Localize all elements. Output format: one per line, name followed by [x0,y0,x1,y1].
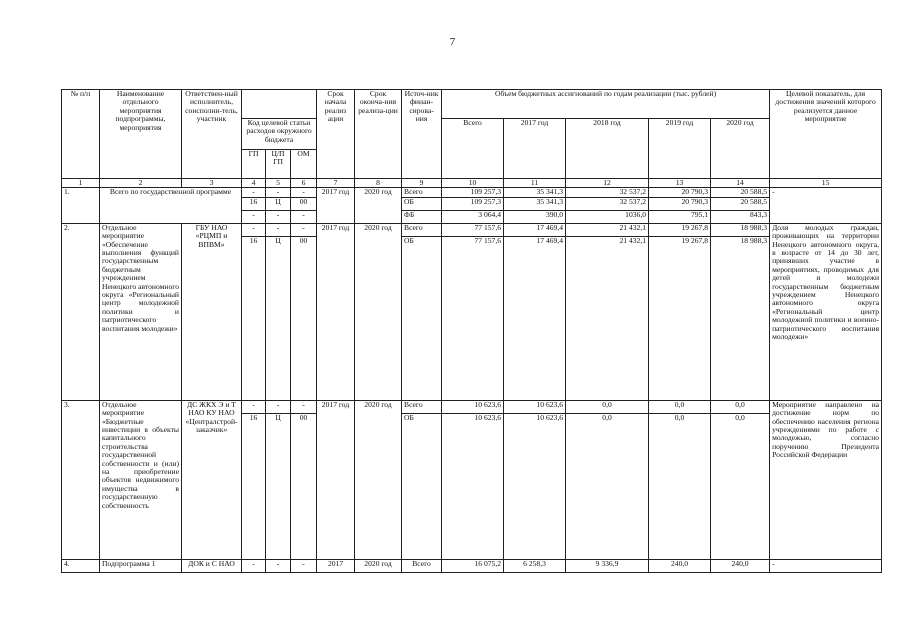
row3-gp: - [242,400,266,413]
row4-src: Всего [402,559,442,572]
table-row [62,400,882,413]
row4-2018: 9 336,9 [566,559,649,572]
header-code-blank [242,90,317,119]
row3-om: 00 [291,413,317,559]
header-om: ОМ [291,150,317,179]
row1-cp: Ц [266,197,291,210]
header-name: Наименование отдельного мероприятия подпрограммы, мероприятия [100,90,182,179]
row3-2020: 0,0 [711,400,770,413]
row3-end: 2020 год [355,400,402,559]
row1-2019: 20 790,3 [649,188,711,197]
row1-gp: 16 [242,197,266,210]
row4-end: 2020 год [355,559,402,572]
row3-2020: 0,0 [711,413,770,559]
row1-2020: 20 588,5 [711,197,770,210]
row2-end: 2020 год [355,223,402,400]
row1-total: 109 257,3 [442,197,504,210]
row1-om: 00 [291,197,317,210]
row1-name: Всего по государственной программе [100,188,242,223]
row3-num: 3. [62,400,100,559]
row2-2020: 18 988,3 [711,223,770,236]
header-target: Целевой показатель, для достижения значений которого реализуется данное мероприятие [770,90,882,179]
row4-gp: - [242,559,266,572]
row3-2018: 0,0 [566,413,649,559]
row3-src: Всего [402,400,442,413]
col-number: 15 [770,179,882,188]
row4-2020: 240,0 [711,559,770,572]
table-row [62,188,882,197]
row1-target: - [770,188,882,223]
row2-2018: 21 432,1 [566,236,649,400]
row2-start: 2017 год [317,223,355,400]
row2-2018: 21 432,1 [566,223,649,236]
row1-om: - [291,210,317,223]
header-gp: ГП [242,150,266,179]
row1-cp: - [266,188,291,197]
row3-cp: Ц [266,413,291,559]
table-row [62,559,882,572]
header-code-group: Код целевой статьи расходов окружного бюджета [242,119,317,150]
row2-total: 77 157,6 [442,223,504,236]
row2-cp: Ц [266,236,291,400]
row1-src: Всего [402,188,442,197]
row2-responsible: ГБУ НАО «РЦМП и ВПВМ» [182,223,242,400]
row3-total: 10 623,6 [442,413,504,559]
row3-total: 10 623,6 [442,400,504,413]
row1-2017: 390,0 [504,210,566,223]
col-number: 5 [266,179,291,188]
row1-2020: 843,3 [711,210,770,223]
header-total: Всего [442,119,504,179]
header-end: Срок оконча-ния реализа-ции [355,90,402,179]
row4-2019: 240,0 [649,559,711,572]
col-number: 13 [649,179,711,188]
row3-name: Отдельное мероприятие «Бюджетные инвестиции в объекты капитального строительства государственной собственности и (или) на приобретение объектов недвижимого имущества в государственную собственность [100,400,182,559]
row4-total: 16 075,2 [442,559,504,572]
row1-src: ФБ [402,210,442,223]
row1-om: - [291,188,317,197]
row4-start: 2017 [317,559,355,572]
header-2017: 2017 год [504,119,566,179]
row2-om: - [291,223,317,236]
row1-2019: 795,1 [649,210,711,223]
row4-om: - [291,559,317,572]
row2-src: ОБ [402,236,442,400]
row2-src: Всего [402,223,442,236]
row3-om: - [291,400,317,413]
col-number: 7 [317,179,355,188]
row1-total: 3 064,4 [442,210,504,223]
row1-2017: 35 341,3 [504,197,566,210]
row2-om: 00 [291,236,317,400]
row4-num: 4. [62,559,100,572]
row3-start: 2017 год [317,400,355,559]
row2-cp: - [266,223,291,236]
row3-cp: - [266,400,291,413]
page-number: 7 [449,36,456,48]
row4-responsible: ДОК и С НАО [182,559,242,572]
col-number: 4 [242,179,266,188]
header-cpgp: Ц/П ГП [266,150,291,179]
row2-2019: 19 267,8 [649,236,711,400]
column-number-row [62,179,882,188]
col-number: 6 [291,179,317,188]
row4-cp: - [266,559,291,572]
col-number: 8 [355,179,402,188]
row3-2019: 0,0 [649,413,711,559]
row2-target: Доля молодых граждан, проживающих на территории Ненецкого автономного округа, в возрасте от 14 до 30 лет, принявших участие в мероприятиях, проводимых для детей и молодежи государственным бюджетным учреждением Ненецкого автономного округа «Региональный центр молодежной политики и военно-патриотического воспитания молодежи» [770,223,882,400]
row4-2017: 6 258,3 [504,559,566,572]
budget-table [61,89,882,573]
row1-2018: 32 537,2 [566,188,649,197]
row1-start: 2017 год [317,188,355,223]
header-source: Источ-ник финан-сирова-ния [402,90,442,179]
col-number: 9 [402,179,442,188]
row2-2017: 17 469,4 [504,236,566,400]
header-num: № п/п [62,90,100,179]
row1-2018: 1036,0 [566,210,649,223]
header-start: Срок начала реализ ации [317,90,355,179]
row2-2019: 19 267,8 [649,223,711,236]
header-2019: 2019 год [649,119,711,179]
header-2018: 2018 год [566,119,649,179]
row2-total: 77 157,6 [442,236,504,400]
row3-2017: 10 623,6 [504,413,566,559]
row1-2018: 32 537,2 [566,197,649,210]
col-number: 14 [711,179,770,188]
row3-2017: 10 623,6 [504,400,566,413]
row3-2018: 0,0 [566,400,649,413]
header-2020: 2020 год [711,119,770,179]
col-number: 3 [182,179,242,188]
row4-target: - [770,559,882,572]
row1-cp: - [266,210,291,223]
col-number: 11 [504,179,566,188]
row3-target: Мероприятие направлено на достижение норм по обеспечению населения региона учреждениями по работе с молодежью, согласно поручению Президента Российской Федерации [770,400,882,559]
header-responsible: Ответствен-ный исполнитель, соисполни-тель, участник [182,90,242,179]
row1-end: 2020 год [355,188,402,223]
row2-name: Отдельное мероприятие «Обеспечение выполнения функций государственным бюджетным учреждением Ненецкого автономного округа «Региональный центр молодежной политики и патриотического воспитания молодежи» [100,223,182,400]
row1-2020: 20 588,5 [711,188,770,197]
row1-num: 1. [62,188,100,223]
row2-2017: 17 469,4 [504,223,566,236]
row1-2017: 35 341,3 [504,188,566,197]
row2-2020: 18 988,3 [711,236,770,400]
row1-gp: - [242,210,266,223]
col-number: 10 [442,179,504,188]
table-row [62,223,882,236]
row1-src: ОБ [402,197,442,210]
row4-name: Подпрограмма 1 [100,559,182,572]
row1-total: 109 257,3 [442,188,504,197]
row2-gp: - [242,223,266,236]
col-number: 2 [100,179,182,188]
header-allocations: Объем бюджетных ассигнований по годам реализации (тыс. рублей) [442,90,770,119]
row1-2019: 20 790,3 [649,197,711,210]
row3-responsible: ДС ЖКХ Э и Т НАО КУ НАО «Централстрой-заказчик» [182,400,242,559]
row3-2019: 0,0 [649,400,711,413]
col-number: 12 [566,179,649,188]
row3-gp: 16 [242,413,266,559]
col-number: 1 [62,179,100,188]
row2-gp: 16 [242,236,266,400]
row3-src: ОБ [402,413,442,559]
row2-num: 2. [62,223,100,400]
row1-gp: - [242,188,266,197]
